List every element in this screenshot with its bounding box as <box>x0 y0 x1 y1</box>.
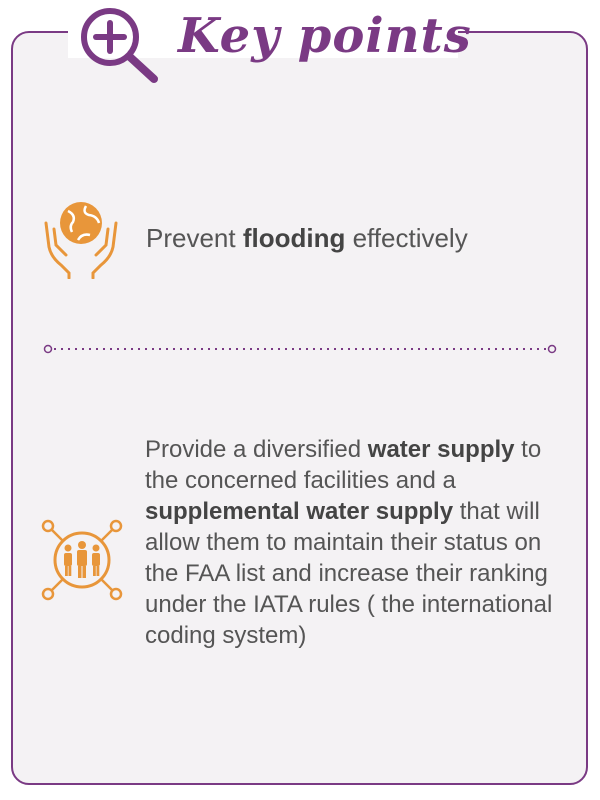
globe-in-hands-icon <box>38 197 124 279</box>
key-points-card <box>11 31 588 785</box>
key-point-water-supply: Provide a diversified water supply to the concerned facilities and a supplemental water supply that will allow them to maintain their status on the FAA list and increase their ranking under the IATA rules ( the international coding system) <box>145 436 553 649</box>
page-title: Key points <box>178 8 472 64</box>
dotted-divider <box>43 342 557 356</box>
key-point-flooding: Prevent flooding effectively <box>146 223 468 253</box>
magnifier-plus-icon <box>76 3 162 87</box>
team-network-icon <box>40 518 124 602</box>
